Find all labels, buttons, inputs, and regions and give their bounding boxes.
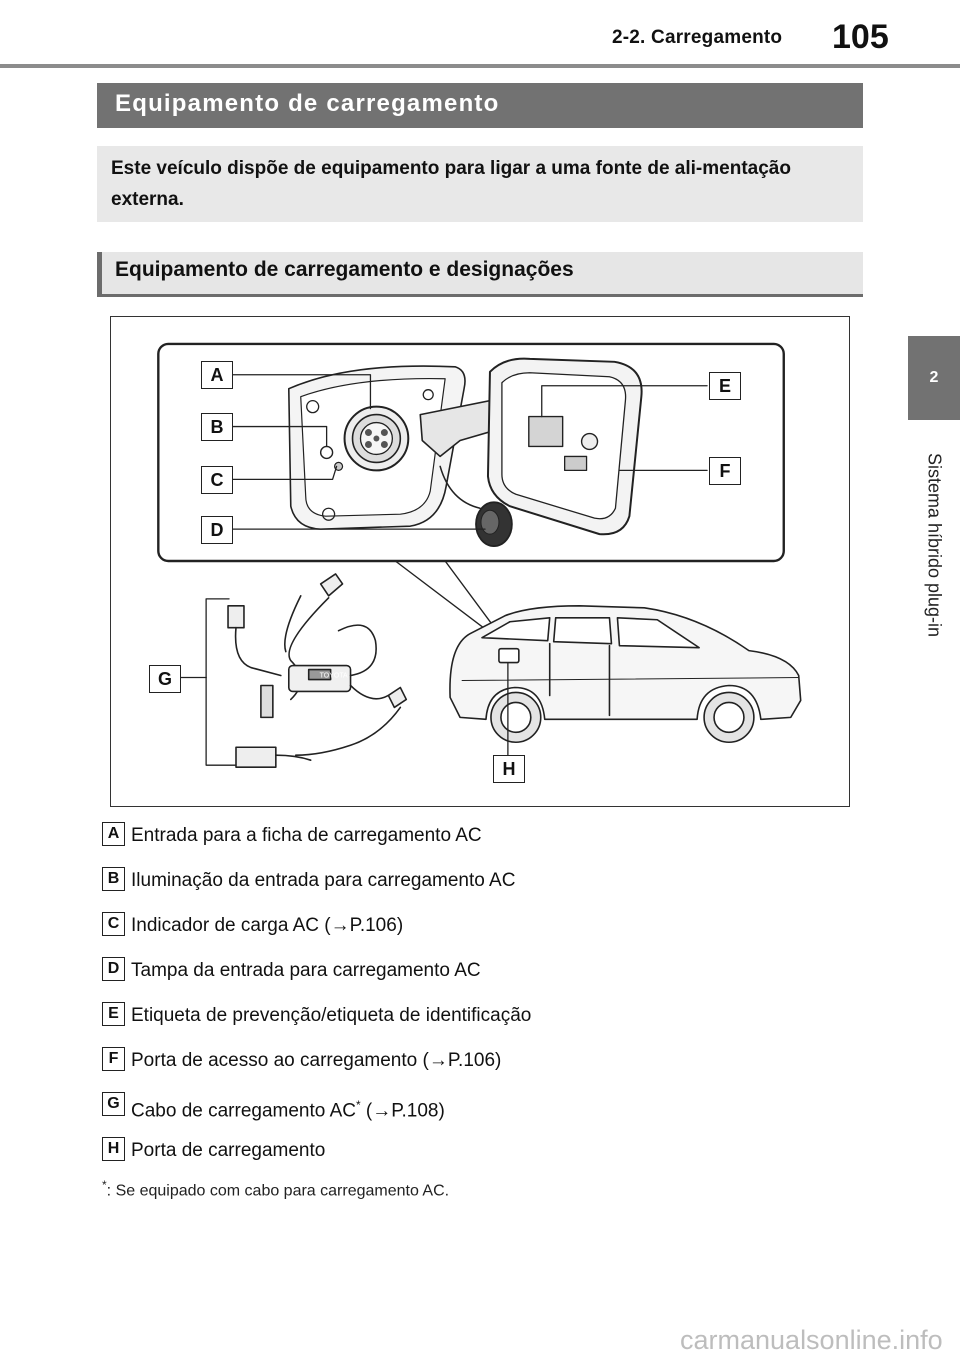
legend-text-c: Indicador de carga AC (→P.106) xyxy=(131,915,404,936)
legend-key-c: C xyxy=(102,912,125,936)
list-item xyxy=(102,1047,862,1092)
legend-text-g xyxy=(131,1092,445,1124)
legend-key-e: E xyxy=(102,1002,125,1026)
warning-label xyxy=(529,417,563,447)
watermark: carmanualsonline.info xyxy=(680,1325,943,1355)
list-item xyxy=(102,1092,862,1137)
header-rule xyxy=(0,64,960,68)
legend-text-f: Porta de acesso ao carregamento (→P.106) xyxy=(131,1050,502,1071)
list-item xyxy=(102,822,862,867)
detail-frame xyxy=(158,344,783,561)
ac-charging-cable xyxy=(228,574,406,767)
legend-text-g-ref: (→P.108) xyxy=(360,1100,445,1122)
callout-c: C xyxy=(201,466,233,494)
chapter-side-label: Sistema híbrido plug-in xyxy=(924,452,945,638)
chapter-tab[interactable]: 2 xyxy=(908,336,960,420)
charge-port xyxy=(499,649,519,663)
legend-list xyxy=(102,822,862,1182)
subheading: Equipamento de carregamento e designações xyxy=(97,252,863,297)
list-item xyxy=(102,912,862,957)
callout-b: B xyxy=(201,413,233,441)
legend-key-d: D xyxy=(102,957,125,981)
legend-text-h: Porta de carregamento xyxy=(131,1140,326,1161)
legend-text-b: Iluminação da entrada para carregamento AC xyxy=(131,870,516,891)
intro-text: Este veículo dispõe de equipamento para ligar a uma fonte de ali-mentação externa. xyxy=(111,158,791,210)
list-item xyxy=(102,1002,862,1047)
vehicle xyxy=(450,606,801,742)
callout-d: D xyxy=(201,516,233,544)
inlet-light xyxy=(321,446,333,458)
callout-e: E xyxy=(709,372,741,400)
footnote-text: : Se equipado com cabo para carregamento AC. xyxy=(106,1182,450,1200)
list-item xyxy=(102,1137,862,1182)
footnote-ref-mark: * xyxy=(355,1098,361,1112)
header-section-title: 2-2. Carregamento xyxy=(612,27,783,48)
legend-text-g-main: Cabo de carregamento AC xyxy=(131,1100,356,1122)
illustration xyxy=(110,316,850,807)
legend-key-h: H xyxy=(102,1137,125,1161)
section-title: Equipamento de carregamento xyxy=(97,83,863,128)
footnote-mark: * xyxy=(102,1178,107,1192)
legend-key-b: B xyxy=(102,867,125,891)
legend-key-f: F xyxy=(102,1047,125,1071)
intro-box xyxy=(97,146,863,222)
callout-g: G xyxy=(149,665,181,693)
list-item xyxy=(102,867,862,912)
legend-text-d: Tampa da entrada para carregamento AC xyxy=(131,960,481,981)
callout-a: A xyxy=(201,361,233,389)
legend-text-e: Etiqueta de prevenção/etiqueta de identificação xyxy=(131,1005,532,1026)
legend-key-a: A xyxy=(102,822,125,846)
legend-text-a: Entrada para a ficha de carregamento AC xyxy=(131,825,482,846)
charger-brand-label: TOYOTA xyxy=(319,672,348,680)
page-number: 105 xyxy=(832,18,889,56)
callout-h: H xyxy=(493,755,525,783)
list-item xyxy=(102,957,862,1002)
footnote xyxy=(102,1178,449,1200)
callout-f: F xyxy=(709,457,741,485)
legend-key-g: G xyxy=(102,1092,125,1116)
